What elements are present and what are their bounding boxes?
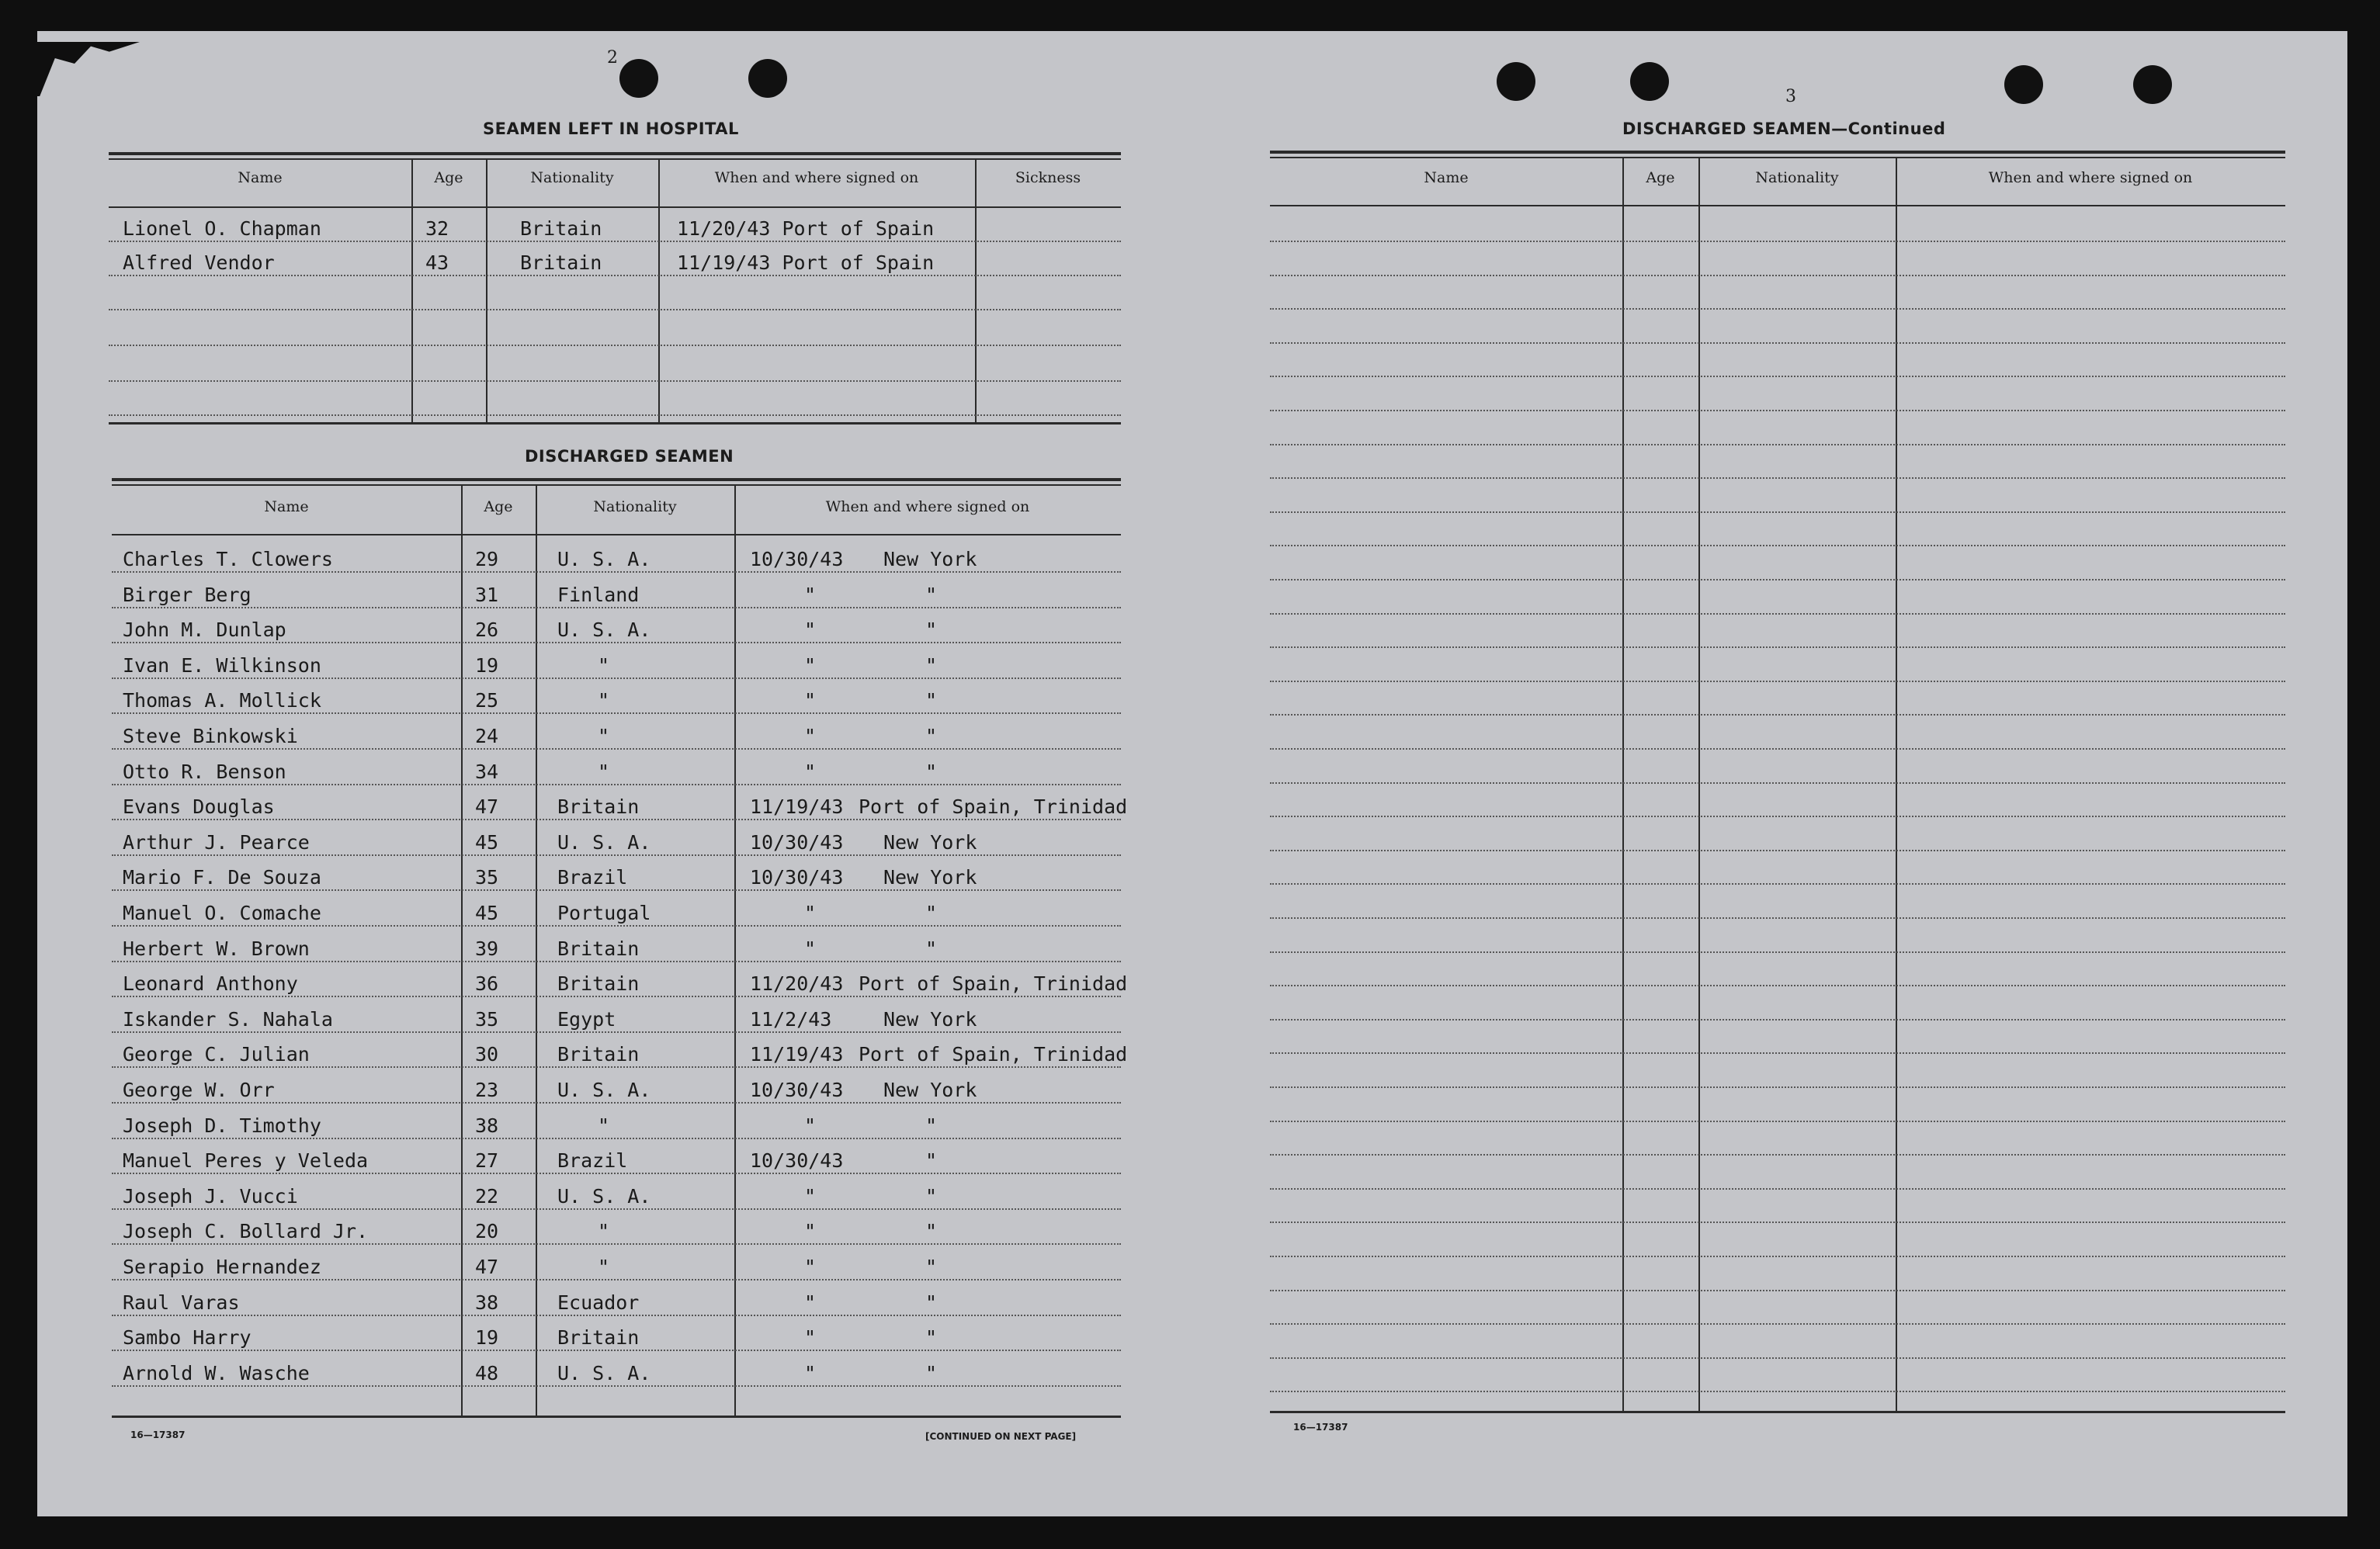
seaman-name: Serapio Hernandez <box>123 1256 321 1278</box>
seaman-name: Manuel O. Comache <box>123 902 321 924</box>
seaman-nationality: " <box>598 1256 610 1278</box>
signed-on-date: " <box>804 725 817 747</box>
signed-on-place: " <box>925 1291 938 1314</box>
seaman-name: George W. Orr <box>123 1079 275 1101</box>
row-rule <box>1270 748 2285 750</box>
row-rule <box>1270 579 2285 580</box>
row-rule <box>1270 850 2285 851</box>
table-cell: Britain <box>520 217 602 240</box>
seaman-nationality: Britain <box>557 937 640 960</box>
table-rule <box>1270 157 2285 158</box>
row-rule <box>112 1208 1121 1210</box>
table-rule <box>1270 1411 2285 1413</box>
seaman-nationality: U. S. A. <box>557 1079 651 1101</box>
signed-on-date: " <box>804 1114 817 1137</box>
seaman-age: 47 <box>475 1256 499 1278</box>
signed-on-place: " <box>925 1149 938 1172</box>
signed-on-place: " <box>925 1185 938 1208</box>
row-rule <box>112 961 1121 962</box>
seaman-age: 35 <box>475 1008 499 1031</box>
seaman-nationality: U. S. A. <box>557 548 651 570</box>
row-rule <box>112 1138 1121 1139</box>
row-rule <box>112 1385 1121 1387</box>
seaman-nationality: " <box>598 1220 610 1242</box>
seaman-age: 47 <box>475 795 499 818</box>
row-rule <box>1270 1323 2285 1325</box>
seaman-age: 36 <box>475 972 499 995</box>
seaman-name: Raul Varas <box>123 1291 240 1314</box>
seaman-name: Arthur J. Pearce <box>123 831 310 854</box>
row-rule <box>1270 1019 2285 1021</box>
seaman-age: 45 <box>475 831 499 854</box>
header-rule <box>109 206 1121 208</box>
seaman-name: Sambo Harry <box>123 1326 252 1349</box>
seaman-age: 48 <box>475 1362 499 1384</box>
seaman-nationality: U. S. A. <box>557 1362 651 1384</box>
seaman-nationality: " <box>598 689 610 712</box>
seaman-age: 38 <box>475 1291 499 1314</box>
column-divider <box>461 484 463 1416</box>
row-rule <box>1270 883 2285 885</box>
column-divider <box>734 484 736 1416</box>
signed-on-date: 10/30/43 <box>750 548 844 570</box>
seaman-nationality: Brazil <box>557 866 628 889</box>
signed-on-date: " <box>804 1326 817 1349</box>
punch-hole <box>1497 62 1535 101</box>
table-rule <box>112 484 1121 486</box>
row-rule <box>112 854 1121 856</box>
seaman-name: Charles T. Clowers <box>123 548 333 570</box>
row-rule <box>109 241 1121 242</box>
punch-hole <box>2004 65 2043 104</box>
table-cell: Alfred Vendor <box>123 251 275 274</box>
signed-on-place: " <box>925 1220 938 1242</box>
page-number-right: 3 <box>1785 87 1796 106</box>
seaman-name: Manuel Peres y Veleda <box>123 1149 369 1172</box>
seaman-nationality: Brazil <box>557 1149 628 1172</box>
row-rule <box>1270 511 2285 513</box>
signed-on-date: " <box>804 654 817 677</box>
table-rule <box>109 152 1121 155</box>
row-rule <box>109 309 1121 310</box>
seaman-nationality: Portugal <box>557 902 651 924</box>
hospital-section-title: SEAMEN LEFT IN HOSPITAL <box>483 120 739 138</box>
seaman-age: 29 <box>475 548 499 570</box>
column-header: When and where signed on <box>825 498 1030 515</box>
form-number-left: 16—17387 <box>130 1429 186 1440</box>
row-rule <box>1270 985 2285 986</box>
table-cell: 11/20/43 Port of Spain <box>677 217 935 240</box>
row-rule <box>1270 376 2285 377</box>
page-number-left: 2 <box>607 48 618 68</box>
signed-on-date: " <box>804 1185 817 1208</box>
seaman-nationality: " <box>598 654 610 677</box>
signed-on-date: " <box>804 689 817 712</box>
seaman-nationality: " <box>598 761 610 783</box>
table-rule <box>112 478 1121 481</box>
signed-on-date: 10/30/43 <box>750 831 844 854</box>
signed-on-place: Port of Spain, Trinidad <box>859 1043 1128 1066</box>
row-rule <box>112 819 1121 820</box>
row-rule <box>1270 1256 2285 1257</box>
signed-on-place: New York <box>883 866 977 889</box>
row-rule <box>112 748 1121 750</box>
continued-section-title: DISCHARGED SEAMEN—Continued <box>1622 120 1946 138</box>
column-header: Nationality <box>1755 169 1839 186</box>
row-rule <box>112 1315 1121 1316</box>
table-rule <box>109 158 1121 160</box>
row-rule <box>1270 1391 2285 1392</box>
column-header: Nationality <box>530 169 614 186</box>
row-rule <box>1270 714 2285 716</box>
row-rule <box>109 275 1121 276</box>
signed-on-date: " <box>804 1362 817 1384</box>
seaman-age: 45 <box>475 902 499 924</box>
seaman-name: Herbert W. Brown <box>123 937 310 960</box>
seaman-nationality: Britain <box>557 1043 640 1066</box>
seaman-age: 30 <box>475 1043 499 1066</box>
row-rule <box>1270 681 2285 682</box>
table-rule <box>109 422 1121 425</box>
table-cell: 43 <box>425 251 449 274</box>
signed-on-place: " <box>925 619 938 641</box>
row-rule <box>1270 917 2285 919</box>
row-rule <box>1270 1222 2285 1223</box>
seaman-nationality: " <box>598 1114 610 1137</box>
column-header: Age <box>484 498 513 515</box>
row-rule <box>109 345 1121 346</box>
header-rule <box>112 534 1121 535</box>
row-rule <box>1270 613 2285 615</box>
column-header: Name <box>264 498 309 515</box>
punch-hole <box>619 59 658 98</box>
seaman-age: 34 <box>475 761 499 783</box>
signed-on-date: " <box>804 902 817 924</box>
row-rule <box>1270 951 2285 953</box>
signed-on-place: New York <box>883 1079 977 1101</box>
seaman-name: Mario F. De Souza <box>123 866 321 889</box>
row-rule <box>112 607 1121 608</box>
table-cell: Lionel O. Chapman <box>123 217 321 240</box>
seaman-name: Ivan E. Wilkinson <box>123 654 321 677</box>
seaman-name: Otto R. Benson <box>123 761 286 783</box>
column-header: Name <box>238 169 283 186</box>
discharged-section-title: DISCHARGED SEAMEN <box>525 447 734 466</box>
seaman-age: 38 <box>475 1114 499 1137</box>
seaman-name: John M. Dunlap <box>123 619 286 641</box>
signed-on-date: 11/19/43 <box>750 795 844 818</box>
column-divider <box>975 158 977 422</box>
column-header: Name <box>1424 169 1469 186</box>
seaman-nationality: Egypt <box>557 1008 616 1031</box>
row-rule <box>1270 477 2285 479</box>
seaman-name: Arnold W. Wasche <box>123 1362 310 1384</box>
row-rule <box>112 677 1121 679</box>
row-rule <box>112 889 1121 891</box>
row-rule <box>112 712 1121 714</box>
punch-hole <box>748 59 787 98</box>
seaman-age: 27 <box>475 1149 499 1172</box>
seaman-nationality: Britain <box>557 972 640 995</box>
column-divider <box>536 484 537 1416</box>
signed-on-place: New York <box>883 1008 977 1031</box>
table-cell: 11/19/43 Port of Spain <box>677 251 935 274</box>
seaman-nationality: U. S. A. <box>557 619 651 641</box>
document-sheet <box>37 31 2347 1516</box>
signed-on-place: " <box>925 1326 938 1349</box>
seaman-name: Joseph D. Timothy <box>123 1114 321 1137</box>
row-rule <box>1270 1154 2285 1156</box>
seaman-name: Evans Douglas <box>123 795 275 818</box>
row-rule <box>112 1173 1121 1174</box>
column-header: Nationality <box>593 498 677 515</box>
signed-on-place: Port of Spain, Trinidad <box>859 795 1128 818</box>
seaman-age: 24 <box>475 725 499 747</box>
seaman-age: 23 <box>475 1079 499 1101</box>
punch-hole <box>1630 62 1669 101</box>
row-rule <box>112 1243 1121 1245</box>
seaman-nationality: Finland <box>557 584 640 606</box>
row-rule <box>1270 1121 2285 1122</box>
seaman-nationality: " <box>598 725 610 747</box>
row-rule <box>112 1031 1121 1033</box>
row-rule <box>112 571 1121 573</box>
table-cell: Britain <box>520 251 602 274</box>
seaman-name: Steve Binkowski <box>123 725 298 747</box>
row-rule <box>1270 1357 2285 1359</box>
row-rule <box>1270 816 2285 817</box>
seaman-name: George C. Julian <box>123 1043 310 1066</box>
seaman-name: Joseph C. Bollard Jr. <box>123 1220 369 1242</box>
column-header: When and where signed on <box>714 169 919 186</box>
signed-on-date: " <box>804 937 817 960</box>
signed-on-date: 11/19/43 <box>750 1043 844 1066</box>
row-rule <box>109 380 1121 382</box>
row-rule <box>1270 646 2285 648</box>
signed-on-date: 10/30/43 <box>750 1079 844 1101</box>
column-divider <box>486 158 487 422</box>
table-cell: 32 <box>425 217 449 240</box>
row-rule <box>112 642 1121 643</box>
seaman-age: 19 <box>475 654 499 677</box>
column-header: When and where signed on <box>1988 169 2193 186</box>
signed-on-date: " <box>804 584 817 606</box>
row-rule <box>112 1350 1121 1351</box>
column-header: Age <box>1646 169 1675 186</box>
seaman-nationality: Britain <box>557 795 640 818</box>
seaman-age: 39 <box>475 937 499 960</box>
row-rule <box>1270 241 2285 242</box>
row-rule <box>1270 1086 2285 1088</box>
signed-on-place: " <box>925 902 938 924</box>
column-divider <box>658 158 660 422</box>
signed-on-place: " <box>925 725 938 747</box>
row-rule <box>112 784 1121 785</box>
row-rule <box>112 1102 1121 1104</box>
signed-on-date: " <box>804 1256 817 1278</box>
seaman-name: Iskander S. Nahala <box>123 1008 333 1031</box>
signed-on-date: " <box>804 1220 817 1242</box>
seaman-name: Thomas A. Mollick <box>123 689 321 712</box>
signed-on-place: " <box>925 689 938 712</box>
seaman-age: 25 <box>475 689 499 712</box>
table-rule <box>1270 151 2285 154</box>
seaman-age: 20 <box>475 1220 499 1242</box>
signed-on-date: 11/2/43 <box>750 1008 832 1031</box>
signed-on-date: " <box>804 761 817 783</box>
seaman-nationality: Britain <box>557 1326 640 1349</box>
signed-on-place: " <box>925 1362 938 1384</box>
row-rule <box>1270 1290 2285 1291</box>
continued-note: [CONTINUED ON NEXT PAGE] <box>925 1431 1077 1442</box>
signed-on-place: " <box>925 654 938 677</box>
signed-on-place: " <box>925 584 938 606</box>
row-rule <box>1270 1188 2285 1190</box>
signed-on-date: " <box>804 1291 817 1314</box>
seaman-nationality: U. S. A. <box>557 1185 651 1208</box>
signed-on-date: 10/30/43 <box>750 866 844 889</box>
header-rule <box>1270 205 2285 206</box>
signed-on-place: " <box>925 1114 938 1137</box>
seaman-age: 31 <box>475 584 499 606</box>
row-rule <box>112 1066 1121 1068</box>
seaman-nationality: Ecuador <box>557 1291 640 1314</box>
row-rule <box>1270 308 2285 310</box>
signed-on-date: 11/20/43 <box>750 972 844 995</box>
row-rule <box>109 414 1121 416</box>
seaman-name: Joseph J. Vucci <box>123 1185 298 1208</box>
column-header: Age <box>434 169 463 186</box>
seaman-age: 35 <box>475 866 499 889</box>
signed-on-date: 10/30/43 <box>750 1149 844 1172</box>
signed-on-place: " <box>925 761 938 783</box>
seaman-nationality: U. S. A. <box>557 831 651 854</box>
signed-on-place: Port of Spain, Trinidad <box>859 972 1128 995</box>
signed-on-place: " <box>925 937 938 960</box>
seaman-name: Leonard Anthony <box>123 972 298 995</box>
signed-on-date: " <box>804 619 817 641</box>
column-header: Sickness <box>1015 169 1081 186</box>
punch-hole <box>2133 65 2172 104</box>
row-rule <box>1270 275 2285 276</box>
signed-on-place: New York <box>883 548 977 570</box>
seaman-age: 19 <box>475 1326 499 1349</box>
signed-on-place: New York <box>883 831 977 854</box>
signed-on-place: " <box>925 1256 938 1278</box>
seaman-name: Birger Berg <box>123 584 252 606</box>
row-rule <box>1270 410 2285 411</box>
seaman-age: 22 <box>475 1185 499 1208</box>
row-rule <box>112 1279 1121 1280</box>
row-rule <box>1270 545 2285 546</box>
row-rule <box>1270 342 2285 344</box>
row-rule <box>112 996 1121 997</box>
form-number-right: 16—17387 <box>1293 1422 1348 1433</box>
table-rule <box>112 1416 1121 1418</box>
row-rule <box>112 925 1121 927</box>
column-divider <box>411 158 413 422</box>
row-rule <box>1270 1052 2285 1054</box>
row-rule <box>1270 444 2285 445</box>
row-rule <box>1270 782 2285 784</box>
seaman-age: 26 <box>475 619 499 641</box>
